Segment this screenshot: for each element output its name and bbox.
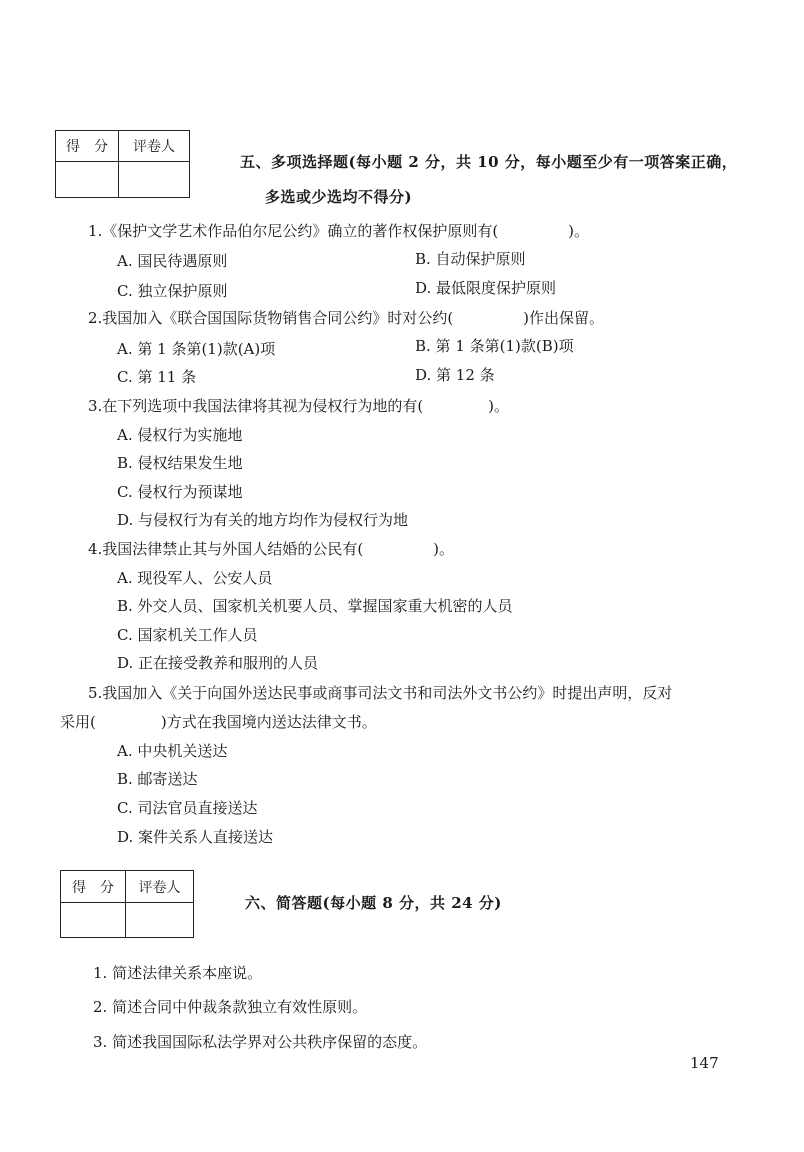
short-question-2: 2. 简述合同中仲裁条款独立有效性原则。	[93, 998, 368, 1016]
q2-option-b: B. 第 1 条第(1)款(B)项	[415, 337, 574, 355]
short-question-3: 3. 简述我国国际私法学界对公共秩序保留的态度。	[93, 1033, 428, 1051]
q4-option-b: B. 外交人员、国家机关机要人员、掌握国家重大机密的人员	[117, 597, 513, 615]
q1-option-a: A. 国民待遇原则	[117, 252, 228, 270]
page-number: 147	[690, 1054, 719, 1072]
q4-option-d: D. 正在接受教养和服刑的人员	[117, 654, 319, 672]
question-3	[88, 395, 509, 416]
question-3-stem: 3.在下列选项中我国法律将其视为侵权行为地的有(	[88, 397, 424, 415]
question-5-line1: 5.我国加入《关于向国外送达民事或商事司法文书和司法外文书公约》时提出声明，反对	[88, 684, 673, 702]
section5-score-box	[55, 130, 190, 198]
grader-label: 评卷人	[126, 871, 194, 903]
q5-option-b: B. 邮寄送达	[117, 770, 198, 788]
score-label: 得 分	[61, 871, 126, 903]
score-label: 得 分	[56, 131, 119, 162]
question-5-stem: 采用(	[60, 713, 96, 731]
section6-title: 六、简答题(每小题 8 分，共 24 分)	[245, 894, 502, 912]
q5-option-c: C. 司法官员直接送达	[117, 799, 258, 817]
q3-option-c: C. 侵权行为预谋地	[117, 483, 243, 501]
question-1-stem-end: )。	[568, 222, 590, 240]
question-4	[88, 538, 454, 559]
short-question-1: 1. 简述法律关系本座说。	[93, 964, 263, 982]
section5-title-line2: 多选或少选均不得分)	[265, 188, 413, 206]
section6-score-box	[60, 870, 194, 938]
grader-cell	[126, 903, 194, 938]
q1-option-b: B. 自动保护原则	[415, 250, 526, 268]
grader-cell	[119, 162, 190, 198]
q2-option-d: D. 第 12 条	[415, 366, 495, 384]
question-2-stem-end: )作出保留。	[523, 309, 605, 327]
q5-option-d: D. 案件关系人直接送达	[117, 828, 274, 846]
question-5-stem-end: )方式在我国境内送达法律文书。	[160, 713, 377, 731]
q3-option-d: D. 与侵权行为有关的地方均作为侵权行为地	[117, 511, 409, 529]
q2-option-c: C. 第 11 条	[117, 368, 197, 386]
question-2	[88, 307, 604, 328]
question-4-stem-end: )。	[433, 540, 455, 558]
question-5-line2	[60, 711, 377, 732]
section5-title-line1: 五、多项选择题(每小题 2 分，共 10 分，每小题至少有一项答案正确，	[240, 153, 738, 171]
q2-option-a: A. 第 1 条第(1)款(A)项	[117, 340, 276, 358]
question-1-stem: 1.《保护文学艺术作品伯尔尼公约》确立的著作权保护原则有(	[88, 222, 499, 240]
question-1	[88, 220, 589, 241]
grader-label: 评卷人	[119, 131, 190, 162]
question-2-stem: 2.我国加入《联合国国际货物销售合同公约》时对公约(	[88, 309, 454, 327]
question-3-stem-end: )。	[488, 397, 510, 415]
q4-option-c: C. 国家机关工作人员	[117, 626, 258, 644]
question-4-stem: 4.我国法律禁止其与外国人结婚的公民有(	[88, 540, 364, 558]
q3-option-b: B. 侵权结果发生地	[117, 454, 243, 472]
q5-option-a: A. 中央机关送达	[117, 742, 228, 760]
score-cell	[56, 162, 119, 198]
q1-option-c: C. 独立保护原则	[117, 282, 228, 300]
q3-option-a: A. 侵权行为实施地	[117, 426, 243, 444]
q4-option-a: A. 现役军人、公安人员	[117, 569, 273, 587]
score-cell	[61, 903, 126, 938]
q1-option-d: D. 最低限度保护原则	[415, 279, 557, 297]
